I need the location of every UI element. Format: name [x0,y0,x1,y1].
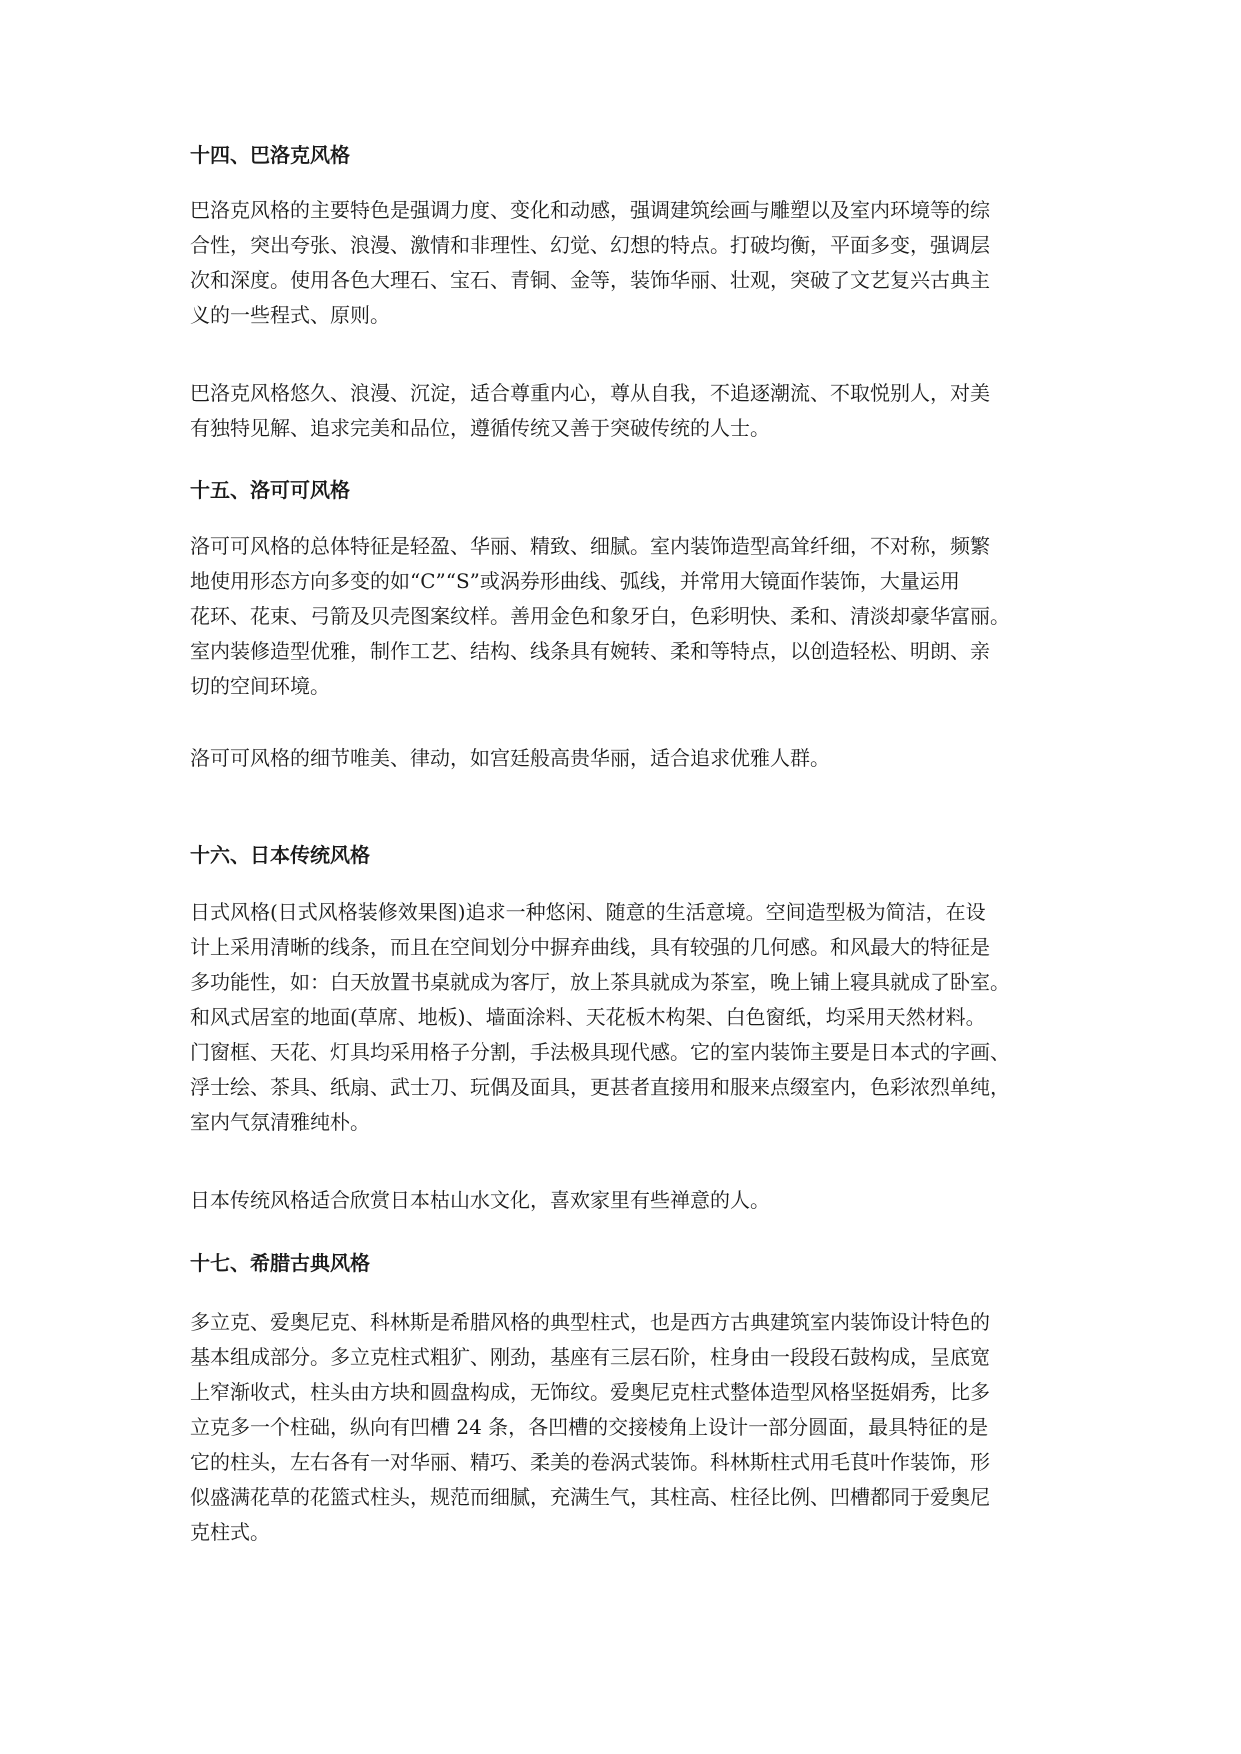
text-line: 室内装修造型优雅，制作工艺、结构、线条具有婉转、柔和等特点，以创造轻松、明朗、亲 [190,639,990,663]
text-line: 洛可可风格的细节唯美、律动，如宫廷般高贵华丽，适合追求优雅人群。 [190,746,830,770]
text-line: 日式风格(日式风格装修效果图)追求一种悠闲、随意的生活意境。空间造型极为简洁，在设 [190,900,986,924]
text-line: 巴洛克风格的主要特色是强调力度、变化和动感，强调建筑绘画与雕塑以及室内环境等的综 [190,198,990,222]
paragraph-greek-features [190,1305,1060,1550]
text-line: 浮士绘、茶具、纸扇、武士刀、玩偶及面具，更甚者直接用和服来点缀室内，色彩浓烈单纯， [190,1075,1010,1099]
section-heading-14: 十四、巴洛克风格 [190,143,350,167]
text-line: 立克多一个柱础，纵向有凹槽 24 条，各凹槽的交接棱角上设计一部分圆面，最具特征的是 [190,1415,989,1439]
text-line: 有独特见解、追求完美和品位，遵循传统又善于突破传统的人士。 [190,416,770,440]
section-heading-17: 十七、希腊古典风格 [190,1251,370,1275]
text-line: 合性，突出夸张、浪漫、激情和非理性、幻觉、幻想的特点。打破均衡，平面多变，强调层 [190,233,990,257]
text-line: 日本传统风格适合欣赏日本枯山水文化，喜欢家里有些禅意的人。 [190,1188,770,1212]
text-line: 多立克、爱奥尼克、科林斯是希腊风格的典型柱式，也是西方古典建筑室内装饰设计特色的 [190,1310,990,1334]
text-line: 克柱式。 [190,1520,270,1544]
text-line: 它的柱头，左右各有一对华丽、精巧、柔美的卷涡式装饰。科林斯柱式用毛茛叶作装饰，形 [190,1450,990,1474]
text-line: 洛可可风格的总体特征是轻盈、华丽、精致、细腻。室内装饰造型高耸纤细，不对称，频繁 [190,534,990,558]
paragraph-baroque-features [190,193,1060,333]
text-line: 切的空间环境。 [190,674,330,698]
text-line: 计上采用清晰的线条，而且在空间划分中摒弃曲线，具有较强的几何感。和风最大的特征是 [190,935,990,959]
paragraph-rococo-suitability [190,741,1060,776]
text-line: 和风式居室的地面(草席、地板)、墙面涂料、天花板木构架、白色窗纸，均采用天然材料。 [190,1005,986,1029]
text-line: 巴洛克风格悠久、浪漫、沉淀，适合尊重内心，尊从自我，不追逐潮流、不取悦别人，对美 [190,381,990,405]
paragraph-japanese-suitability [190,1183,1060,1218]
section-heading-15: 十五、洛可可风格 [190,478,350,502]
text-line: 义的一些程式、原则。 [190,303,390,327]
text-line: 似盛满花草的花篮式柱头，规范而细腻，充满生气，其柱高、柱径比例、凹槽都同于爱奥尼 [190,1485,990,1509]
paragraph-baroque-suitability [190,376,1060,446]
paragraph-japanese-features [190,895,1060,1140]
text-line: 室内气氛清雅纯朴。 [190,1110,370,1134]
text-line: 门窗框、天花、灯具均采用格子分割，手法极具现代感。它的室内装饰主要是日本式的字画、 [190,1040,1010,1064]
text-line: 花环、花束、弓箭及贝壳图案纹样。善用金色和象牙白，色彩明快、柔和、清淡却豪华富丽。 [190,604,1010,628]
text-line: 上窄渐收式，柱头由方块和圆盘构成，无饰纹。爱奥尼克柱式整体造型风格坚挺娟秀，比多 [190,1380,990,1404]
text-line: 地使用形态方向多变的如“C”“S”或涡券形曲线、弧线，并常用大镜面作装饰，大量运用 [190,569,960,593]
text-line: 基本组成部分。多立克柱式粗犷、刚劲，基座有三层石阶，柱身由一段段石鼓构成，呈底宽 [190,1345,990,1369]
text-line: 多功能性，如：白天放置书桌就成为客厅，放上茶具就成为茶室，晚上铺上寝具就成了卧室。 [190,970,1010,994]
section-heading-16: 十六、日本传统风格 [190,843,370,867]
paragraph-rococo-features [190,529,1060,704]
text-line: 次和深度。使用各色大理石、宝石、青铜、金等，装饰华丽、壮观，突破了文艺复兴古典主 [190,268,990,292]
